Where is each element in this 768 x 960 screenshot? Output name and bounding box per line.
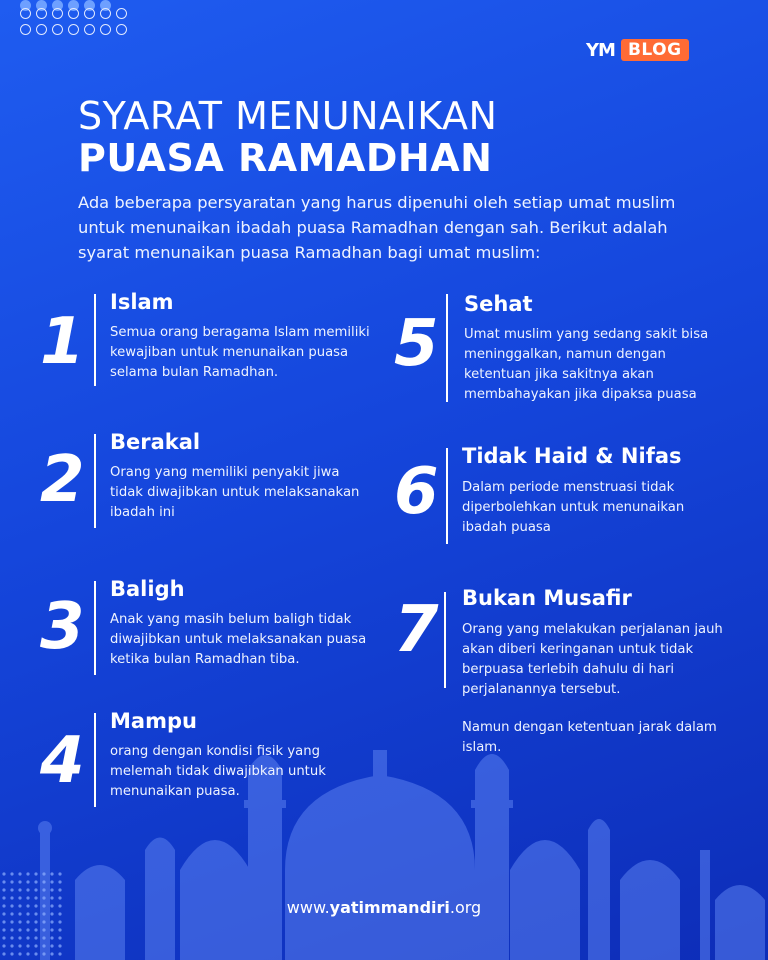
item-description: Orang yang melakukan perjalanan jauh akan diberi keringanan untuk tidak berpuasa terlebih dahulu di hari perjalanannya tersebut. bbox=[462, 622, 723, 697]
item-description: Anak yang masih belum baligh tidak diwajibkan untuk melaksanakan puasa ketika bulan Ramadhan tiba. bbox=[110, 612, 367, 667]
item-divider bbox=[94, 434, 96, 528]
item-3 bbox=[40, 577, 380, 677]
item-divider bbox=[94, 294, 96, 386]
item-divider bbox=[446, 448, 448, 544]
logo-ym-text: YM bbox=[586, 39, 615, 61]
item-6 bbox=[394, 444, 734, 544]
item-title: Berakal bbox=[110, 430, 201, 454]
intro-paragraph: Ada beberapa persyaratan yang harus dipenuhi oleh setiap umat muslim untuk menunaikan ibadah puasa Ramadhan dengan sah. Berikut adalah syarat menunaikan puasa Ramadhan bagi umat muslim: bbox=[78, 193, 676, 262]
item-divider bbox=[444, 592, 446, 688]
item-description: Orang yang memiliki penyakit jiwa tidak diwajibkan untuk melaksanakan ibadah ini bbox=[110, 465, 360, 520]
item-title: Tidak Haid & Nifas bbox=[462, 444, 682, 468]
item-number: 3 bbox=[40, 590, 85, 664]
footer-prefix: www. bbox=[286, 898, 330, 917]
item-number: 5 bbox=[394, 307, 439, 381]
footer-website bbox=[0, 898, 768, 917]
item-description: orang dengan kondisi fisik yang melemah tidak diwajibkan untuk menunaikan puasa. bbox=[110, 744, 326, 799]
item-divider bbox=[446, 294, 448, 402]
item-number: 6 bbox=[394, 455, 439, 529]
item-title: Bukan Musafir bbox=[462, 586, 632, 610]
item-divider bbox=[94, 581, 96, 675]
item-divider bbox=[94, 713, 96, 807]
item-number: 7 bbox=[394, 593, 439, 667]
ym-blog-logo bbox=[586, 38, 689, 62]
logo-blog-badge: BLOG bbox=[621, 39, 689, 61]
item-number: 2 bbox=[40, 443, 85, 517]
item-description: Semua orang beragama Islam memiliki kewajiban untuk menunaikan puasa selama bulan Ramadhan. bbox=[110, 325, 370, 380]
title-line-1: SYARAT MENUNAIKAN bbox=[78, 94, 498, 138]
title-line-2: PUASA RAMADHAN bbox=[78, 136, 493, 180]
item-2 bbox=[40, 430, 380, 530]
item-title: Mampu bbox=[110, 709, 197, 733]
item-description: Umat muslim yang sedang sakit bisa meninggalkan, namun dengan ketentuan jika sakitnya akan membahayakan jika dipaksa puasa bbox=[464, 327, 709, 402]
item-7 bbox=[394, 586, 734, 766]
item-number: 4 bbox=[40, 724, 85, 798]
item-title: Islam bbox=[110, 290, 174, 314]
item-4 bbox=[40, 709, 380, 809]
item-title: Baligh bbox=[110, 577, 185, 601]
item-number: 1 bbox=[40, 305, 85, 379]
footer-suffix: .org bbox=[449, 898, 482, 917]
decorative-dots bbox=[20, 0, 127, 40]
item-description: Dalam periode menstruasi tidak diperbolehkan untuk menunaikan ibadah puasa bbox=[462, 480, 685, 535]
footer-domain: yatimmandiri bbox=[329, 898, 450, 917]
item-1 bbox=[40, 290, 380, 390]
item-title: Sehat bbox=[464, 292, 533, 316]
item-note: Namun dengan ketentuan jarak dalam islam. bbox=[462, 720, 717, 755]
item-5 bbox=[394, 290, 734, 410]
